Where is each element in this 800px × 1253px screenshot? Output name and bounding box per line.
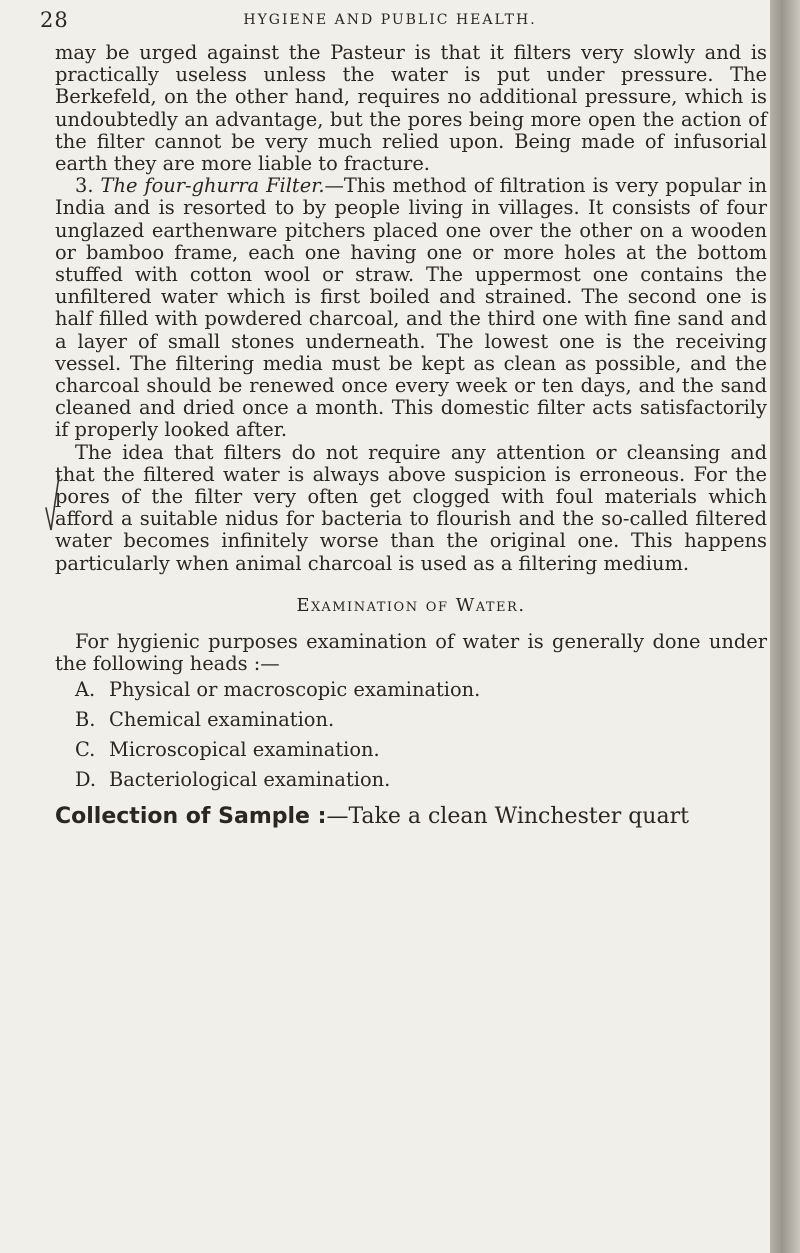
four-ghurra-title: The four-ghurra Filter.	[100, 174, 325, 198]
collection-text: —Take a clean Winchester quart	[326, 804, 689, 830]
examination-list-item	[55, 735, 767, 765]
list-letter: A.	[75, 678, 96, 702]
collection-of-sample-line	[55, 801, 767, 833]
paragraph-pasteur-berkefeld: may be urged against the Pasteur is that it filters very slowly and is practically useless unless the water is put under pressure. The Berkefeld, on the other hand, requires no additional pressure, which is undoubtedly an advantage, but the pores being more open the action of the filter cannot be very much relied upon. Being made of infusorial earth they are more liable to fracture.	[55, 41, 767, 176]
examination-list-item	[55, 765, 767, 795]
list-letter: D.	[75, 768, 97, 792]
paragraph-examination-intro: For hygienic purposes examination of water is generally done under the following heads :—	[55, 630, 767, 676]
list-letter: B.	[75, 708, 96, 732]
list-text: Chemical examination.	[109, 708, 335, 732]
page-number: 28	[40, 8, 69, 32]
page-header	[40, 8, 740, 36]
paragraph-four-ghurra-filter	[55, 175, 767, 441]
running-head: HYGIENE AND PUBLIC HEALTH.	[243, 12, 537, 28]
page-edge-shadow	[770, 0, 800, 1253]
list-text: Physical or macroscopic examination.	[109, 678, 481, 702]
list-text: Bacteriological examination.	[109, 768, 391, 792]
collection-title: Collection of Sample :	[55, 804, 327, 830]
body-text	[55, 42, 767, 833]
examination-list-item	[55, 705, 767, 735]
list-letter: C.	[75, 738, 96, 762]
section-heading: Examination of Water.	[296, 594, 526, 616]
section-number: 3.	[75, 174, 94, 198]
list-text: Microscopical examination.	[109, 738, 380, 762]
four-ghurra-body: —This method of filtration is very popular in India and is resorted to by people living in villages. It consists of four unglazed earthenware pitchers placed one over the other on a wooden or bamboo frame, each one having one or more holes at the bottom stuffed with cotton wool or straw. The uppermost one contains the unfiltered water which is first boiled and strained. The second one is half filled with powdered charcoal, and the third one with fine sand and a layer of small stones underneath. The lowest one is the receiving vessel. The filtering media must be kept as clean as possible, and the charcoal should be renewed once every week or ten days, and the sand cleaned and dried once a month. This domestic filter acts satisfactorily if properly looked after.	[55, 174, 767, 442]
examination-list-item	[55, 675, 767, 705]
paragraph-filter-cleaning: The idea that filters do not require any attention or cleansing and that the filtered water is always above suspicion is erroneous. For the pores of the filter very often get clogged with foul materials which afford a suitable nidus for bacteria to flourish and the so-called filtered water becomes infinitely worse than the original one. This happens particularly when animal charcoal is used as a filtering medium.	[55, 440, 767, 575]
